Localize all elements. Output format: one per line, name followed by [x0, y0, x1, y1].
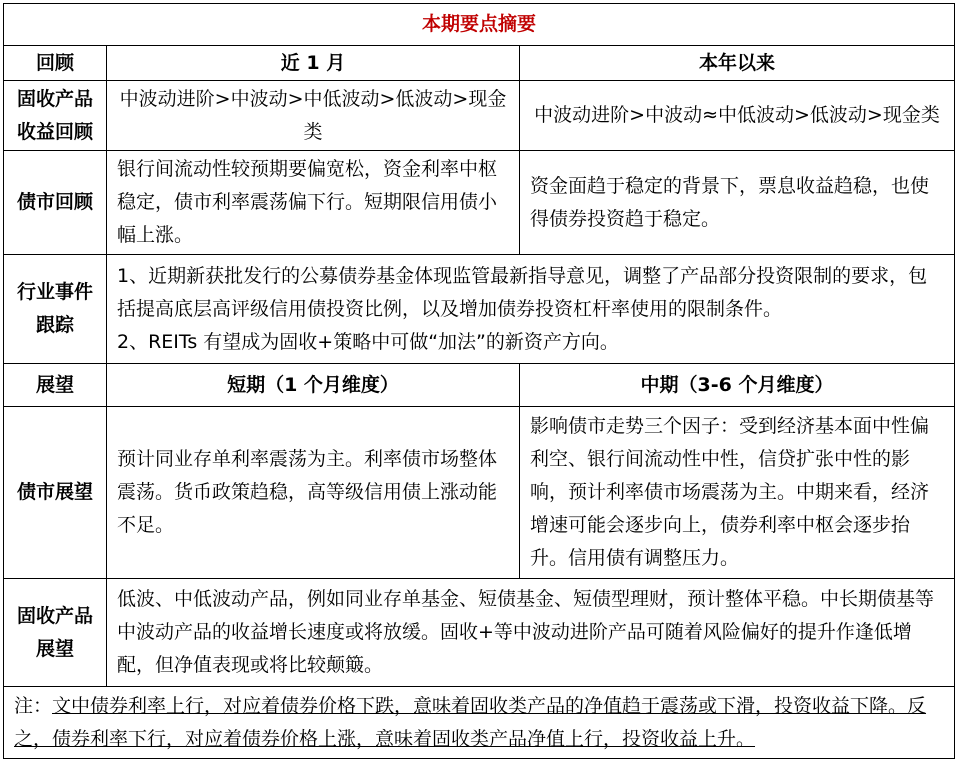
industry-event-item-2: 2、REITs 有望成为固收+策略中可做“加法”的新资产方向。 [117, 330, 619, 353]
fixed-income-review-label: 固收产品收益回顾 [4, 81, 107, 151]
footnote-prefix: 注： [14, 694, 53, 717]
outlook-short-term-header: 短期（1 个月维度） [107, 364, 520, 407]
footnote [4, 687, 955, 759]
outlook-header-row [4, 364, 955, 407]
summary-table [3, 3, 955, 759]
outlook-label: 展望 [4, 364, 107, 407]
fixed-income-outlook-text: 低波、中低波动产品，例如同业存单基金、短债基金、短债型理财，预计整体平稳。中长期债基等中波动产品的收益增长速度或将放缓。固收+等中波动进阶产品可随着风险偏好的提升作逢低增配，但净值表现或将比较颠簸。 [107, 579, 955, 687]
title-row [4, 4, 955, 46]
fixed-income-review-row [4, 81, 955, 151]
review-header-row [4, 46, 955, 81]
industry-events-label: 行业事件跟踪 [4, 255, 107, 364]
bond-outlook-short-term: 预计同业存单利率震荡为主。利率债市场整体震荡。货币政策趋稳，高等级信用债上涨动能不足。 [107, 407, 520, 579]
fixed-income-outlook-label: 固收产品展望 [4, 579, 107, 687]
outlook-mid-term-header: 中期（3-6 个月维度） [520, 364, 955, 407]
footnote-text: 文中债券利率上行，对应着债券价格下跌，意味着固收类产品的净值趋于震荡或下滑，投资收益下降。反之，债券利率下行，对应着债券价格上涨，意味着固收类产品净值上行，投资收益上升。 [14, 694, 927, 750]
industry-events-row [4, 255, 955, 364]
bond-outlook-mid-term: 影响债市走势三个因子：受到经济基本面中性偏利空、银行间流动性中性，信贷扩张中性的影响，预计利率债市场震荡为主。中期来看，经济增速可能会逐步向上，债券利率中枢会逐步抬升。信用债有调整压力。 [520, 407, 955, 579]
bond-outlook-row [4, 407, 955, 579]
fixed-income-review-1m: 中波动进阶>中波动>中低波动>低波动>现金类 [107, 81, 520, 151]
bond-review-1m: 银行间流动性较预期要偏宽松，资金利率中枢稳定，债市利率震荡偏下行。短期限信用债小幅上涨。 [107, 151, 520, 255]
fixed-income-review-ytd: 中波动进阶>中波动≈中低波动>低波动>现金类 [520, 81, 955, 151]
bond-review-row [4, 151, 955, 255]
industry-event-item-1: 1、近期新获批发行的公募债券基金体现监管最新指导意见，调整了产品部分投资限制的要求，包括提高底层高评级信用债投资比例，以及增加债券投资杠杆率使用的限制条件。 [117, 264, 928, 320]
note-row [4, 687, 955, 759]
table-title: 本期要点摘要 [4, 4, 955, 46]
review-col-1m-header: 近 1 月 [107, 46, 520, 81]
review-label: 回顾 [4, 46, 107, 81]
industry-events-content [107, 255, 955, 364]
bond-review-label: 债市回顾 [4, 151, 107, 255]
fixed-income-outlook-row [4, 579, 955, 687]
bond-review-ytd: 资金面趋于稳定的背景下，票息收益趋稳，也使得债券投资趋于稳定。 [520, 151, 955, 255]
review-col-ytd-header: 本年以来 [520, 46, 955, 81]
bond-outlook-label: 债市展望 [4, 407, 107, 579]
